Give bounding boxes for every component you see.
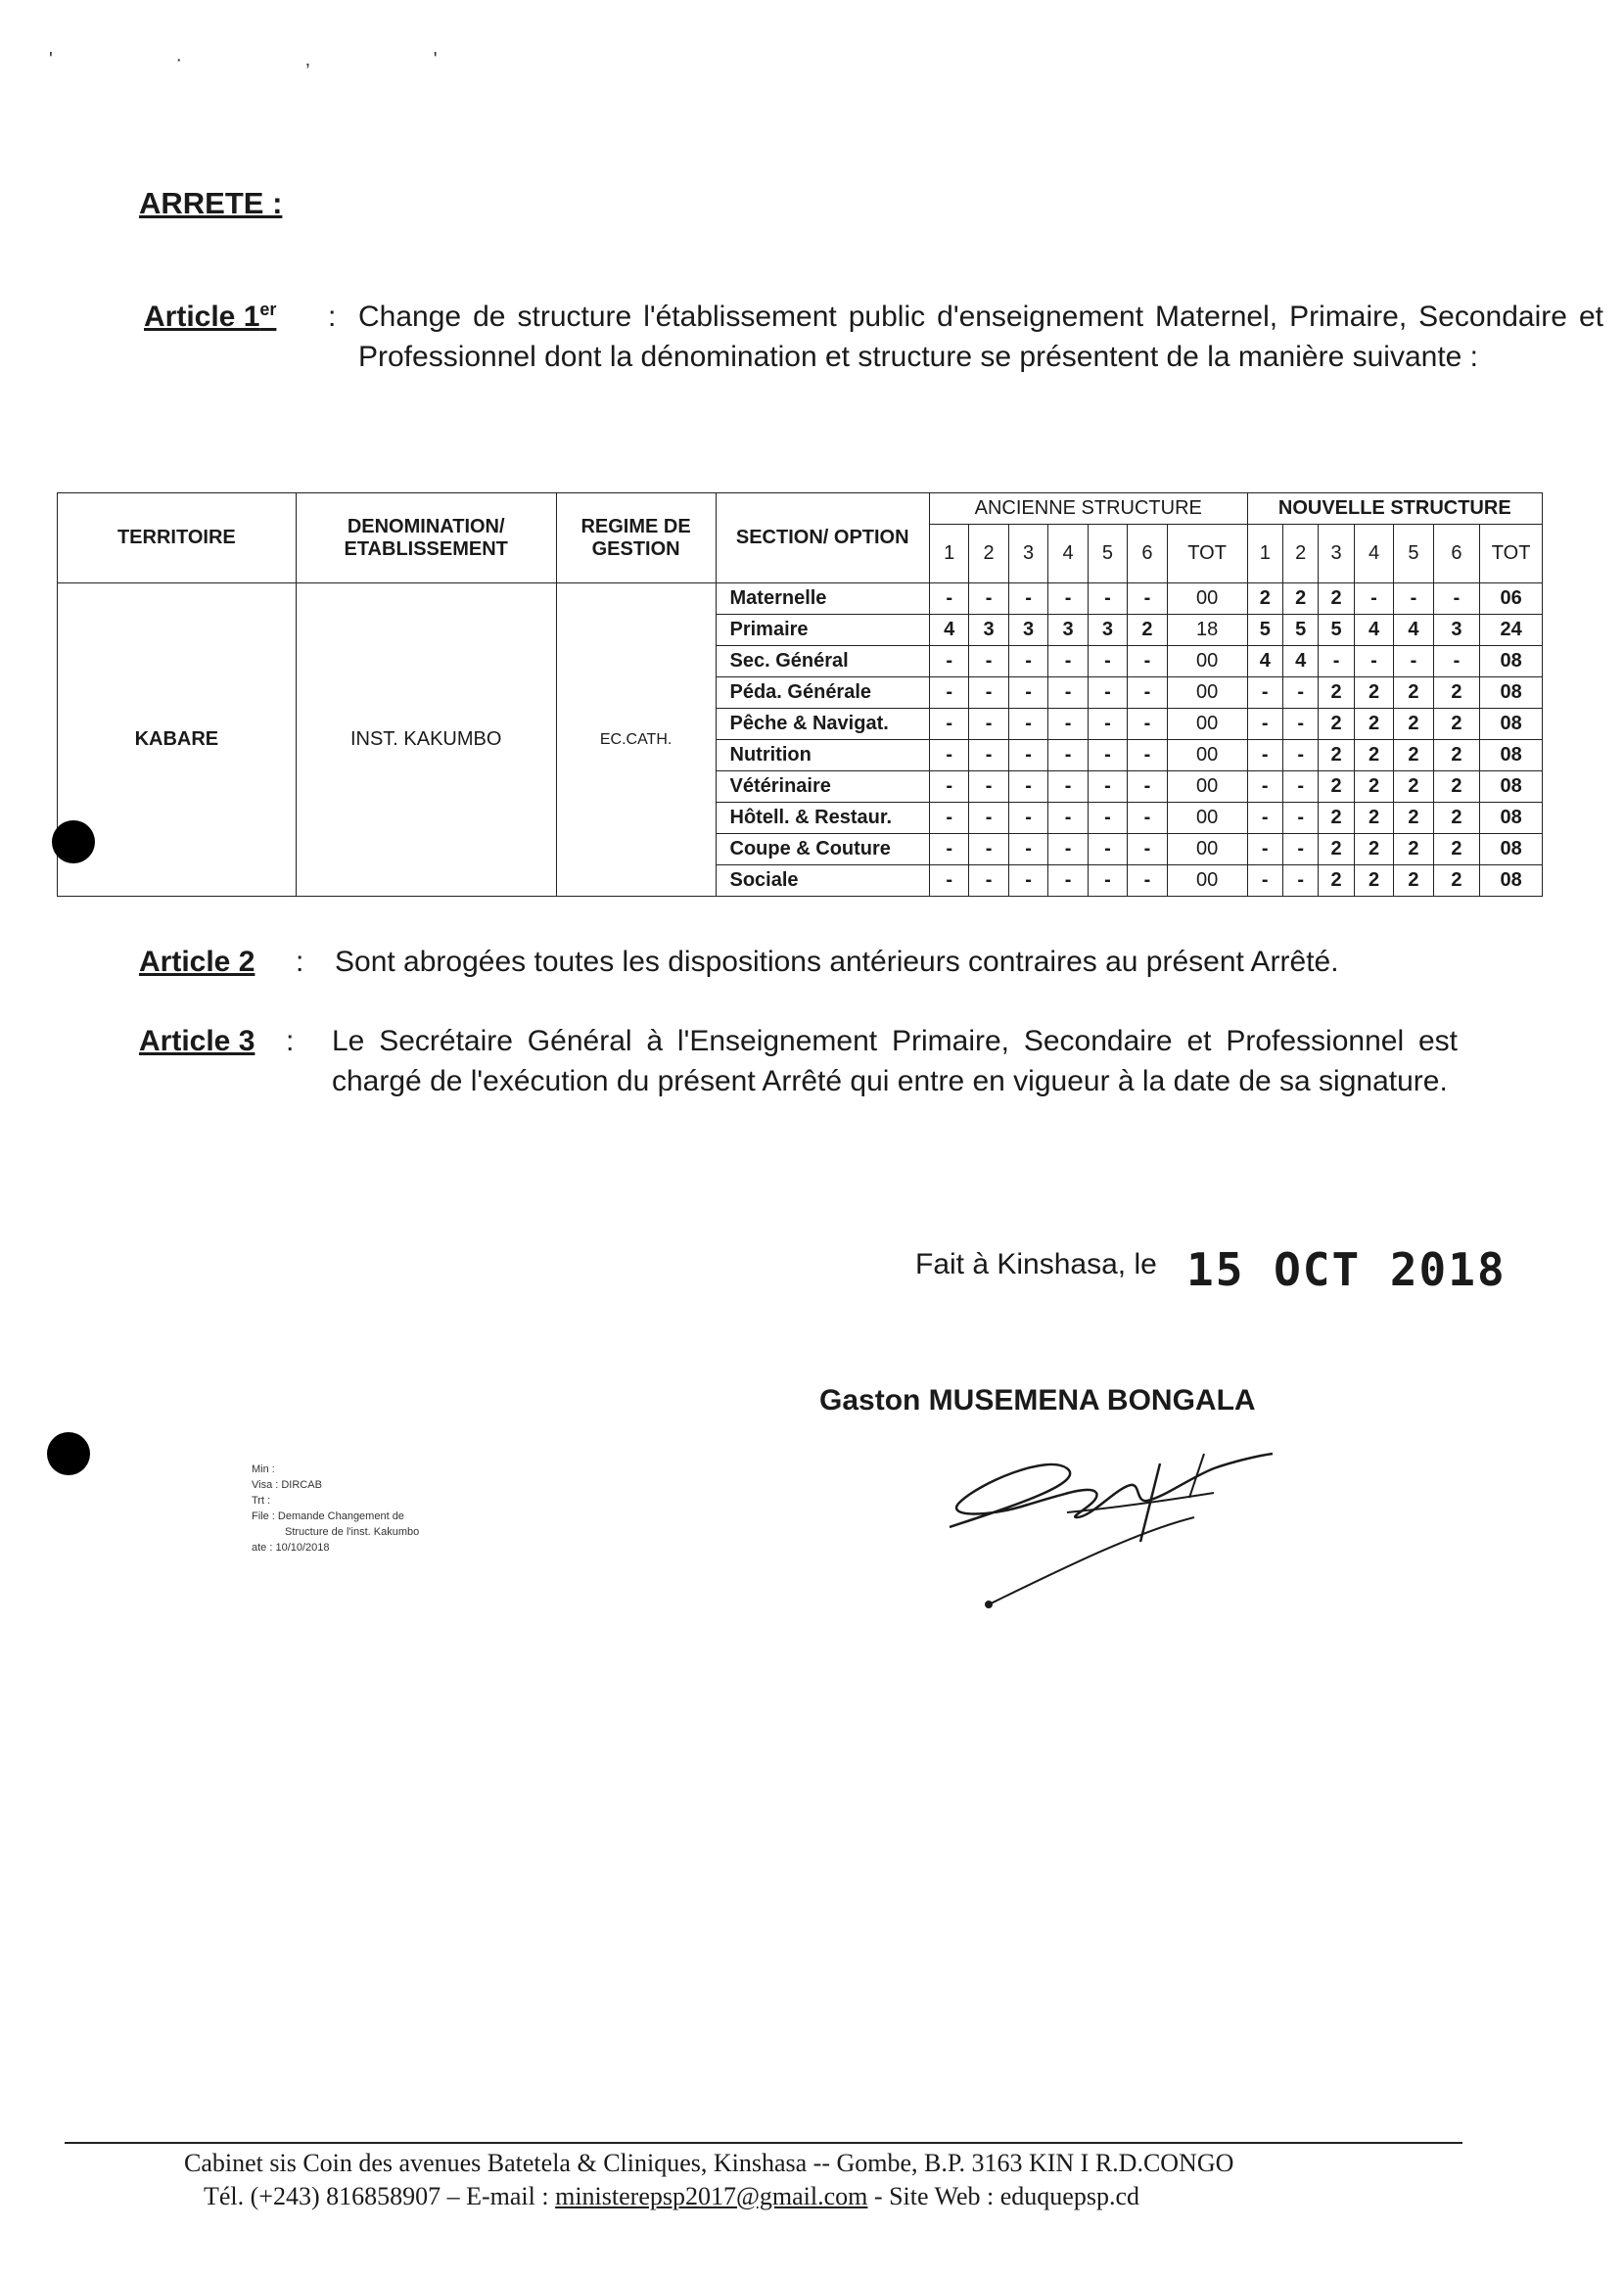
table-row <box>58 583 1543 615</box>
header-regime: REGIME DE GESTION <box>556 493 716 583</box>
cell-section: Sociale <box>716 865 929 897</box>
cell-new-value: 2 <box>1433 803 1480 834</box>
cell-new-total: 08 <box>1480 677 1543 709</box>
cell-new-value: 2 <box>1433 771 1480 803</box>
cell-new-total: 08 <box>1480 803 1543 834</box>
cell-new-value: 2 <box>1319 709 1354 740</box>
header-territoire: TERRITOIRE <box>58 493 297 583</box>
cell-new-value: 2 <box>1319 865 1354 897</box>
signature-stroke <box>989 1517 1194 1604</box>
cell-old-value: - <box>1048 771 1088 803</box>
cell-old-value: - <box>1088 583 1127 615</box>
arrete-heading: ARRETE : <box>139 186 283 220</box>
cell-section: Maternelle <box>716 583 929 615</box>
cell-new-value: 2 <box>1394 740 1433 771</box>
header-denomination: DENOMINATION/ ETABLISSEMENT <box>296 493 556 583</box>
old-col-3: 3 <box>1008 525 1047 583</box>
cell-old-value: - <box>929 709 968 740</box>
cell-new-value: 2 <box>1354 677 1393 709</box>
structure-table <box>57 492 1543 897</box>
file-note-line: ate : 10/10/2018 <box>252 1542 330 1554</box>
footer-rule <box>65 2142 1462 2144</box>
cell-new-value: 2 <box>1433 865 1480 897</box>
cell-old-value: - <box>1088 740 1127 771</box>
cell-new-value: 4 <box>1354 615 1393 646</box>
cell-old-total: 00 <box>1167 646 1247 677</box>
cell-new-value: 2 <box>1354 803 1393 834</box>
cell-new-total: 08 <box>1480 834 1543 865</box>
cell-old-total: 00 <box>1167 803 1247 834</box>
cell-new-total: 06 <box>1480 583 1543 615</box>
cell-old-value: - <box>1008 646 1047 677</box>
cell-old-value: - <box>1048 834 1088 865</box>
old-col-4: 4 <box>1048 525 1088 583</box>
cell-new-value: 2 <box>1319 677 1354 709</box>
file-note-line: Structure de l'inst. Kakumbo <box>285 1526 420 1538</box>
cell-section: Vétérinaire <box>716 771 929 803</box>
signature-place: Fait à Kinshasa, le <box>915 1248 1157 1280</box>
cell-new-value: 4 <box>1282 646 1318 677</box>
cell-old-value: - <box>1048 583 1088 615</box>
cell-new-value: - <box>1247 677 1282 709</box>
cell-old-value: - <box>969 583 1008 615</box>
article-3-text: Le Secrétaire Général à l'Enseignement Primaire, Secondaire et Professionnel est chargé de l'exécution du présent Arrêté qui entre en vigueur à la date de sa signature. <box>332 1025 1458 1097</box>
cell-new-value: - <box>1282 865 1318 897</box>
cell-old-value: - <box>969 803 1008 834</box>
cell-new-value: - <box>1354 646 1393 677</box>
cell-old-value: - <box>1008 803 1047 834</box>
cell-old-value: - <box>1128 834 1167 865</box>
cell-new-total: 24 <box>1480 615 1543 646</box>
cell-new-value: 2 <box>1247 583 1282 615</box>
cell-new-value: 2 <box>1319 834 1354 865</box>
article-2-label: Article 2 <box>139 946 255 978</box>
cell-old-value: - <box>969 865 1008 897</box>
old-col-2: 2 <box>969 525 1008 583</box>
cell-old-total: 00 <box>1167 583 1247 615</box>
scan-marks: ' · , ' <box>49 49 496 70</box>
cell-old-value: - <box>1128 709 1167 740</box>
cell-old-value: - <box>929 771 968 803</box>
old-col-5: 5 <box>1088 525 1127 583</box>
new-col-5: 5 <box>1394 525 1433 583</box>
cell-new-value: - <box>1319 646 1354 677</box>
header-ancienne-structure: ANCIENNE STRUCTURE <box>929 493 1247 525</box>
cell-new-value: - <box>1282 709 1318 740</box>
cell-old-value: 3 <box>1008 615 1047 646</box>
cell-new-value: - <box>1394 646 1433 677</box>
cell-old-value: - <box>1088 646 1127 677</box>
cell-old-value: - <box>1048 803 1088 834</box>
cell-new-value: 2 <box>1319 740 1354 771</box>
cell-old-total: 00 <box>1167 834 1247 865</box>
footer <box>147 2147 1459 2213</box>
file-note-line: Visa : DIRCAB <box>252 1479 322 1491</box>
cell-new-value: 2 <box>1394 677 1433 709</box>
file-notes <box>252 1462 419 1556</box>
article-2-text: Sont abrogées toutes les dispositions antérieurs contraires au présent Arrêté. <box>335 946 1339 978</box>
old-col-6: 6 <box>1128 525 1167 583</box>
cell-old-value: - <box>1008 583 1047 615</box>
cell-section: Sec. Général <box>716 646 929 677</box>
cell-old-value: - <box>1008 709 1047 740</box>
new-col-6: 6 <box>1433 525 1480 583</box>
cell-old-total: 00 <box>1167 740 1247 771</box>
signature-stroke <box>1189 1454 1204 1498</box>
signatory-name: Gaston MUSEMENA BONGALA <box>819 1384 1256 1417</box>
cell-new-value: 4 <box>1247 646 1282 677</box>
cell-new-value: 2 <box>1354 740 1393 771</box>
cell-new-value: 2 <box>1433 740 1480 771</box>
cell-old-value: - <box>969 646 1008 677</box>
cell-new-value: - <box>1433 646 1480 677</box>
cell-new-value: 2 <box>1433 677 1480 709</box>
cell-old-value: - <box>1088 865 1127 897</box>
cell-new-value: 2 <box>1433 834 1480 865</box>
cell-old-value: - <box>969 771 1008 803</box>
cell-old-value: - <box>929 803 968 834</box>
cell-section: Pêche & Navigat. <box>716 709 929 740</box>
cell-section: Primaire <box>716 615 929 646</box>
cell-new-value: - <box>1282 771 1318 803</box>
cell-new-value: 4 <box>1394 615 1433 646</box>
cell-new-value: - <box>1433 583 1480 615</box>
cell-old-total: 00 <box>1167 771 1247 803</box>
article-1-text: Change de structure l'établissement public d'enseignement Maternel, Primaire, Secondaire et Professionnel dont la dénomination et structure se présentent de la manière suivante : <box>358 301 1603 373</box>
file-note-line: Min : <box>252 1463 275 1475</box>
cell-new-value: 2 <box>1354 709 1393 740</box>
cell-regime: EC.CATH. <box>556 583 716 897</box>
cell-old-total: 00 <box>1167 709 1247 740</box>
header-section: SECTION/ OPTION <box>716 493 929 583</box>
article-2 <box>139 942 1490 986</box>
cell-old-value: - <box>1088 709 1127 740</box>
article-3 <box>139 1021 1490 1148</box>
cell-old-total: 18 <box>1167 615 1247 646</box>
cell-old-value: - <box>969 677 1008 709</box>
cell-new-value: 2 <box>1282 583 1318 615</box>
cell-new-value: 2 <box>1394 771 1433 803</box>
cell-new-value: - <box>1247 740 1282 771</box>
new-col-1: 1 <box>1247 525 1282 583</box>
cell-old-value: - <box>1008 771 1047 803</box>
cell-old-value: - <box>969 740 1008 771</box>
cell-new-value: 5 <box>1319 615 1354 646</box>
cell-new-value: - <box>1282 677 1318 709</box>
footer-address: Cabinet sis Coin des avenues Batetela & Cliniques, Kinshasa -- Gombe, B.P. 3163 KIN I R.D.CONGO <box>184 2149 1234 2177</box>
cell-new-value: 2 <box>1319 803 1354 834</box>
cell-old-value: - <box>1048 740 1088 771</box>
cell-old-value: 3 <box>1088 615 1127 646</box>
cell-new-value: 2 <box>1354 771 1393 803</box>
cell-new-total: 08 <box>1480 646 1543 677</box>
cell-new-value: - <box>1247 803 1282 834</box>
cell-old-value: - <box>1008 740 1047 771</box>
cell-old-value: - <box>1128 583 1167 615</box>
cell-old-value: - <box>1088 771 1127 803</box>
cell-old-total: 00 <box>1167 865 1247 897</box>
old-col-1: 1 <box>929 525 968 583</box>
article-1 <box>144 297 1603 424</box>
cell-new-value: - <box>1282 834 1318 865</box>
article-1-label: Article 1er <box>144 300 277 333</box>
cell-old-value: - <box>929 677 968 709</box>
cell-new-value: 2 <box>1354 865 1393 897</box>
cell-old-value: - <box>1048 646 1088 677</box>
cell-new-value: 2 <box>1319 771 1354 803</box>
cell-new-value: - <box>1247 709 1282 740</box>
article-1-superscript: er <box>259 300 277 319</box>
cell-new-value: - <box>1354 583 1393 615</box>
old-col-tot: TOT <box>1167 525 1247 583</box>
cell-old-value: 3 <box>1048 615 1088 646</box>
cell-old-value: 4 <box>929 615 968 646</box>
signature-dot <box>985 1601 993 1608</box>
cell-old-value: - <box>1008 677 1047 709</box>
cell-new-value: 3 <box>1433 615 1480 646</box>
cell-old-value: - <box>969 709 1008 740</box>
cell-old-value: - <box>1048 677 1088 709</box>
cell-old-value: - <box>1008 865 1047 897</box>
cell-old-value: - <box>1128 740 1167 771</box>
table-body <box>58 583 1543 897</box>
cell-section: Nutrition <box>716 740 929 771</box>
article-3-colon: : <box>286 1025 295 1057</box>
cell-new-value: - <box>1247 834 1282 865</box>
cell-new-value: - <box>1247 865 1282 897</box>
cell-old-value: - <box>969 834 1008 865</box>
cell-old-value: - <box>929 583 968 615</box>
cell-new-value: 2 <box>1394 803 1433 834</box>
cell-denomination: INST. KAKUMBO <box>296 583 556 897</box>
cell-old-value: - <box>929 834 968 865</box>
signature-stroke <box>950 1454 1273 1527</box>
cell-new-value: 5 <box>1247 615 1282 646</box>
cell-section: Coupe & Couture <box>716 834 929 865</box>
file-note-line: Trt : <box>252 1495 271 1507</box>
cell-new-value: - <box>1282 803 1318 834</box>
cell-new-value: - <box>1394 583 1433 615</box>
cell-old-total: 00 <box>1167 677 1247 709</box>
cell-new-total: 08 <box>1480 771 1543 803</box>
handwritten-signature <box>920 1424 1331 1640</box>
cell-old-value: - <box>1088 803 1127 834</box>
cell-old-value: - <box>929 865 968 897</box>
header-nouvelle-structure: NOUVELLE STRUCTURE <box>1247 493 1542 525</box>
cell-new-value: - <box>1282 740 1318 771</box>
cell-new-value: 2 <box>1394 709 1433 740</box>
cell-new-value: - <box>1247 771 1282 803</box>
cell-new-value: 2 <box>1319 583 1354 615</box>
cell-old-value: 3 <box>969 615 1008 646</box>
cell-old-value: - <box>1048 709 1088 740</box>
article-3-label: Article 3 <box>139 1025 255 1057</box>
cell-old-value: - <box>1128 865 1167 897</box>
cell-section: Péda. Générale <box>716 677 929 709</box>
cell-new-total: 08 <box>1480 740 1543 771</box>
cell-new-total: 08 <box>1480 709 1543 740</box>
cell-old-value: - <box>1008 834 1047 865</box>
punch-hole-dot <box>47 1432 90 1475</box>
new-col-4: 4 <box>1354 525 1393 583</box>
footer-email-link[interactable]: ministerepsp2017@gmail.com <box>555 2182 868 2210</box>
new-col-2: 2 <box>1282 525 1318 583</box>
cell-old-value: - <box>1128 677 1167 709</box>
cell-section: Hôtell. & Restaur. <box>716 803 929 834</box>
cell-old-value: - <box>1088 834 1127 865</box>
cell-old-value: 2 <box>1128 615 1167 646</box>
file-note-line: File : Demande Changement de <box>252 1510 404 1522</box>
cell-new-value: 5 <box>1282 615 1318 646</box>
cell-new-value: 2 <box>1354 834 1393 865</box>
cell-old-value: - <box>1048 865 1088 897</box>
cell-old-value: - <box>1088 677 1127 709</box>
footer-contact: Tél. (+243) 816858907 – E-mail : ministerepsp2017@gmail.com - Site Web : eduquepsp.cd <box>204 2182 1140 2210</box>
article-1-colon: : <box>328 301 337 333</box>
signature-date-stamp: 15 OCT 2018 <box>1186 1243 1507 1296</box>
new-col-tot: TOT <box>1480 525 1543 583</box>
cell-new-total: 08 <box>1480 865 1543 897</box>
cell-new-value: 2 <box>1394 865 1433 897</box>
cell-old-value: - <box>1128 646 1167 677</box>
cell-new-value: 2 <box>1394 834 1433 865</box>
cell-old-value: - <box>1128 803 1167 834</box>
new-col-3: 3 <box>1319 525 1354 583</box>
punch-hole-dot <box>52 820 95 863</box>
article-2-colon: : <box>296 946 304 978</box>
cell-old-value: - <box>1128 771 1167 803</box>
cell-old-value: - <box>929 740 968 771</box>
cell-old-value: - <box>929 646 968 677</box>
cell-territoire: KABARE <box>58 583 297 897</box>
cell-new-value: 2 <box>1433 709 1480 740</box>
